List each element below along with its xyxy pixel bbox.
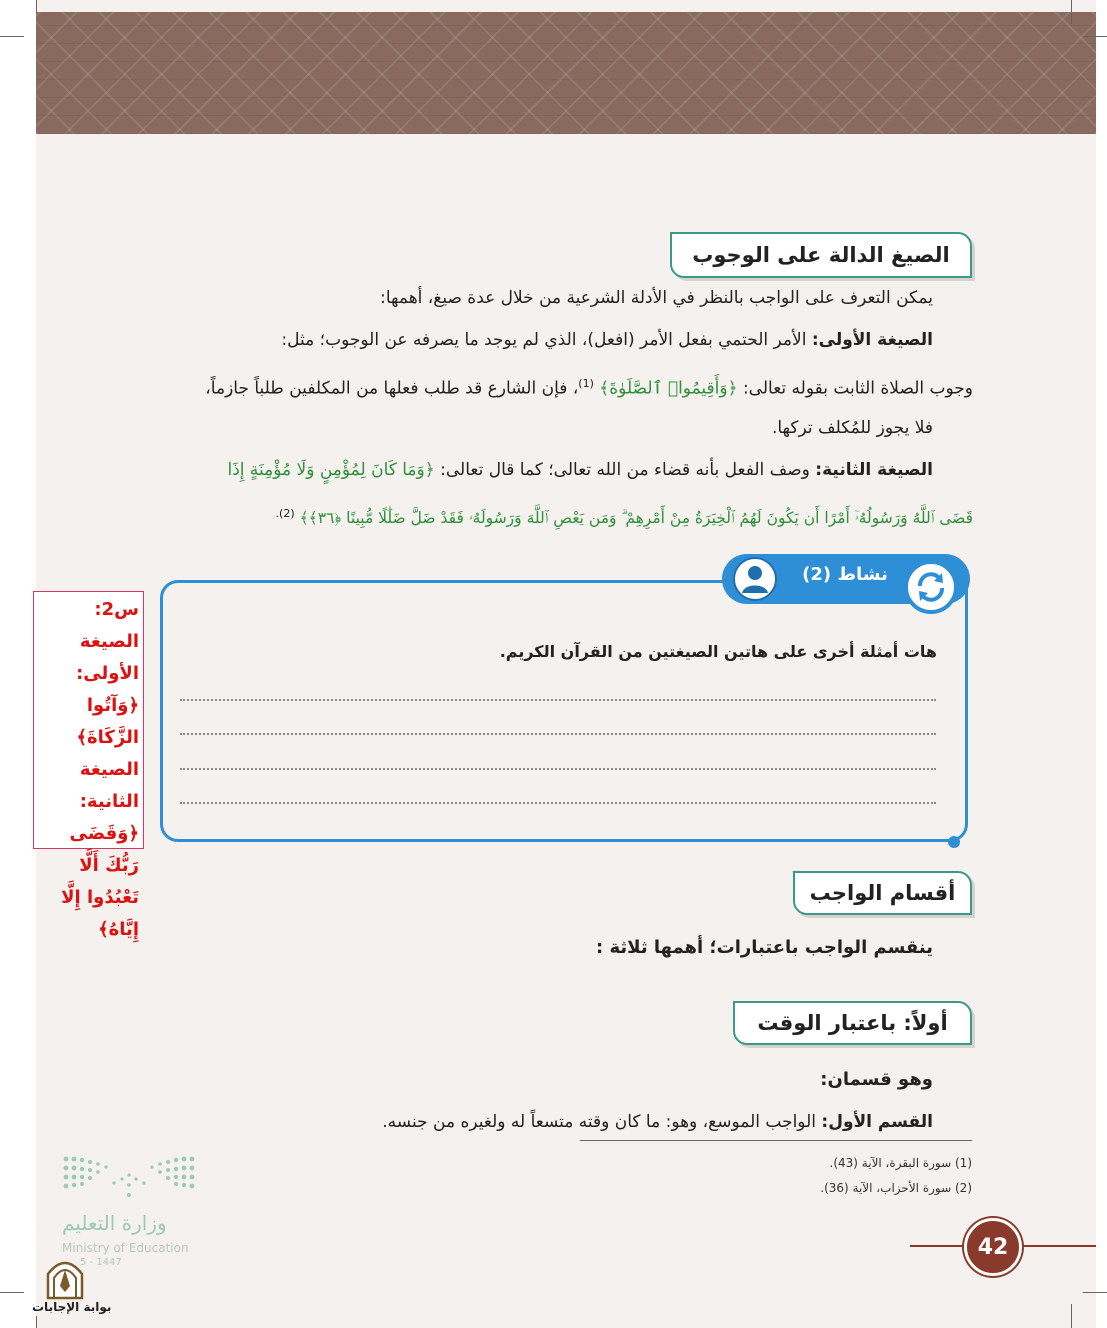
form2-verse-line [276, 502, 973, 530]
ministry-logo-icon [62, 1155, 196, 1199]
activity-corner-dot [948, 836, 960, 848]
part1-line [382, 1110, 933, 1134]
refresh-icon [904, 560, 958, 614]
activity-label: نشاط (2) [802, 564, 888, 585]
form2-line [227, 458, 933, 482]
form1-label: الصيغة الأولى: [811, 330, 933, 350]
crop-mark [0, 1292, 24, 1293]
crop-mark [1083, 36, 1107, 37]
form1-text: الأمر الحتمي بفعل الأمر (افعل)، الذي لم يوجد ما يصرفه عن الوجوب؛ مثل: [281, 330, 812, 350]
form1-example-line [205, 372, 973, 401]
divisions-intro: ينقسم الواجب باعتبارات؛ أهمها ثلاثة : [596, 937, 933, 958]
site-logo-text: بوابة الإجابات [32, 1300, 112, 1314]
intro-text: يمكن التعرف على الواجب بالنظر في الأدلة الشرعية من خلال عدة صيغ، أهمها: [380, 288, 933, 308]
form2-ref: (2). [275, 507, 295, 520]
footnote-2: (2) سورة الأحزاب، الآية (36). [820, 1181, 972, 1195]
two-parts-text: وهو قسمان: [820, 1069, 933, 1090]
ministry-year: 5 - 1447 [80, 1257, 122, 1268]
form2-text: وصف الفعل بأنه قضاء من الله تعالى؛ كما قال تعالى: [434, 460, 816, 480]
crop-mark [1083, 1292, 1107, 1293]
form1-line2-end: ، فإن الشارع قد طلب فعلها من المكلفين طلباً جازماً، [205, 378, 579, 399]
page-number-line [910, 1245, 964, 1247]
decorative-banner [36, 12, 1096, 134]
part1-label: القسم الأول: [821, 1112, 933, 1132]
page-number-line [1020, 1245, 1096, 1247]
form1-line [281, 328, 933, 352]
answer-line[interactable] [180, 768, 936, 770]
section-heading-forms: الصيغ الدالة على الوجوب [670, 232, 972, 278]
footnote-1: (1) سورة البقرة، الآية (43). [829, 1156, 972, 1170]
crop-mark [36, 0, 37, 12]
page-number: 42 [964, 1218, 1022, 1276]
form1-line3: فلا يجوز للمُكلف تركها. [771, 418, 933, 438]
footnote-divider [580, 1140, 972, 1141]
form2-verse-b: قَضَى ٱللَّهُ وَرَسُولُهُۥٓ أَمْرًا أَن يَكُونَ لَهُمُ ٱلْخِيَرَةُ مِنْ أَمْرِهِمْ ۗ وَمَن يَعْصِ ٱللَّهَ وَرَسُولَهُۥ فَقَدْ ضَلَّ ضَلَٰلًا مُّبِينًا ﴿٣٦﴾﴾ [299, 509, 973, 528]
answer-line[interactable] [180, 733, 936, 735]
answer-note: س2: الصيغة الأولى: ﴿وَآتُوا الزَّكَاةَ﴾ الصيغة الثانية: ﴿وَقَضَى رَبُّكَ أَلَّا تَعْبُدُوا إِلَّا إِيَّاهُ﴾ [33, 591, 144, 849]
answer-line[interactable] [180, 699, 936, 701]
person-icon [733, 557, 777, 601]
form1-verse: ﴿وَأَقِيمُوا۟ ٱلصَّلَوٰةَ﴾ [599, 378, 738, 399]
ministry-name-english: Ministry of Education [62, 1241, 189, 1255]
crop-mark [36, 1316, 37, 1328]
ministry-name-arabic: وزارة التعليم [62, 1211, 167, 1235]
activity-question: هات أمثلة أخرى على هاتين الصيغتين من القرآن الكريم. [499, 642, 937, 661]
section-heading-by-time: أولاً: باعتبار الوقت [733, 1001, 972, 1045]
section-heading-divisions: أقسام الواجب [793, 871, 972, 915]
crop-mark [1071, 1304, 1072, 1328]
form2-label: الصيغة الثانية: [815, 460, 933, 480]
part1-text: الواجب الموسع، وهو: ما كان وقته متسعاً له ولغيره من جنسه. [382, 1112, 822, 1132]
crop-mark [0, 36, 24, 37]
answer-line[interactable] [180, 802, 936, 804]
crop-mark [1071, 0, 1072, 24]
site-logo-icon [44, 1256, 86, 1300]
form1-line2-start: وجوب الصلاة الثابت بقوله تعالى: [737, 378, 973, 399]
form1-ref: (1) [578, 377, 594, 390]
form2-verse-a: ﴿وَمَا كَانَ لِمُؤْمِنٍ وَلَا مُؤْمِنَةٍ إِذَا [227, 460, 435, 480]
